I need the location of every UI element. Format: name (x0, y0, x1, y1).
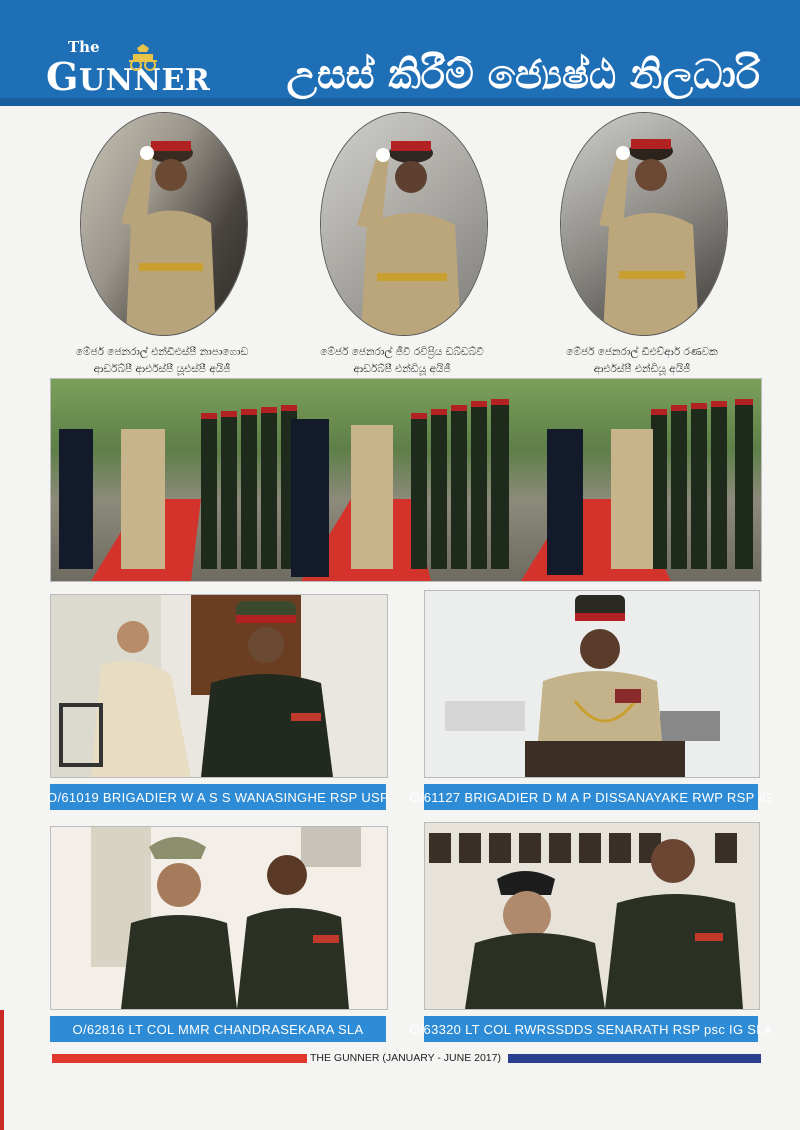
portrait-caption-3: මේජර් ජෙනරාල් ඩීඑච්ආර් රණවක ආර්එස්පී එන්ඩියූ අයිජී (566, 346, 718, 375)
pipping-ceremony-scene (51, 595, 387, 777)
promotion-label-1: O/61019 BRIGADIER W A S S WANASINGHE RSP USP (50, 784, 386, 810)
guard-of-honour-photo (50, 378, 762, 582)
logo-gunner: GUNNER (46, 54, 211, 99)
promotion-photo-4 (424, 822, 760, 1010)
footer-issue-text: THE GUNNER (JANUARY - JUNE 2017) (310, 1052, 501, 1064)
promotion-label-4: O/63320 LT COL RWRSSDDS SENARATH RSP psc IG SLA (424, 1016, 758, 1042)
portrait-caption-2: මේජර් ජෙනරාල් ජීවී රවිප්‍රිය ඩබ්ඩබ්වී ආර්ඩබ්පී එන්ඩියූ අයිජී (320, 346, 484, 375)
portrait-photo-1 (80, 112, 248, 336)
officer-saluting-figure (81, 113, 247, 335)
officer-seated-scene (425, 591, 759, 777)
artillery-crest-icon (125, 44, 161, 72)
page-header (0, 0, 800, 106)
header-band (0, 98, 800, 106)
promotion-photo-2 (424, 590, 760, 778)
promotion-label-3: O/62816 LT COL MMR CHANDRASEKARA SLA (50, 1016, 386, 1042)
portrait-photo-2 (320, 112, 488, 336)
page-edge-stripe (0, 1010, 4, 1130)
portrait-caption-1: මේජර් ජෙනරාල් එන්ඩීඑස්පී නාපාගොඩ ආර්ඩබ්පී ආර්එස්පී යූඑස්පී අයිජී (75, 346, 249, 375)
officer-saluting-figure (321, 113, 487, 335)
pipping-ceremony-scene (425, 823, 759, 1009)
pipping-ceremony-scene (51, 827, 387, 1009)
officer-saluting-figure (561, 113, 727, 335)
guard-of-honour-scene (51, 379, 761, 581)
page-title: උසස් කිරීම් ජ්‍යෙෂ්ඨ නිලධාරි (286, 52, 760, 98)
logo-the: The (68, 38, 100, 56)
footer-red-bar (52, 1054, 307, 1063)
promotion-photo-1 (50, 594, 388, 778)
promotion-label-2: O/61127 BRIGADIER D M A P DISSANAYAKE RWP RSP IG (424, 784, 758, 810)
footer-navy-bar (508, 1054, 761, 1063)
promotion-photo-3 (50, 826, 388, 1010)
portrait-photo-3 (560, 112, 728, 336)
